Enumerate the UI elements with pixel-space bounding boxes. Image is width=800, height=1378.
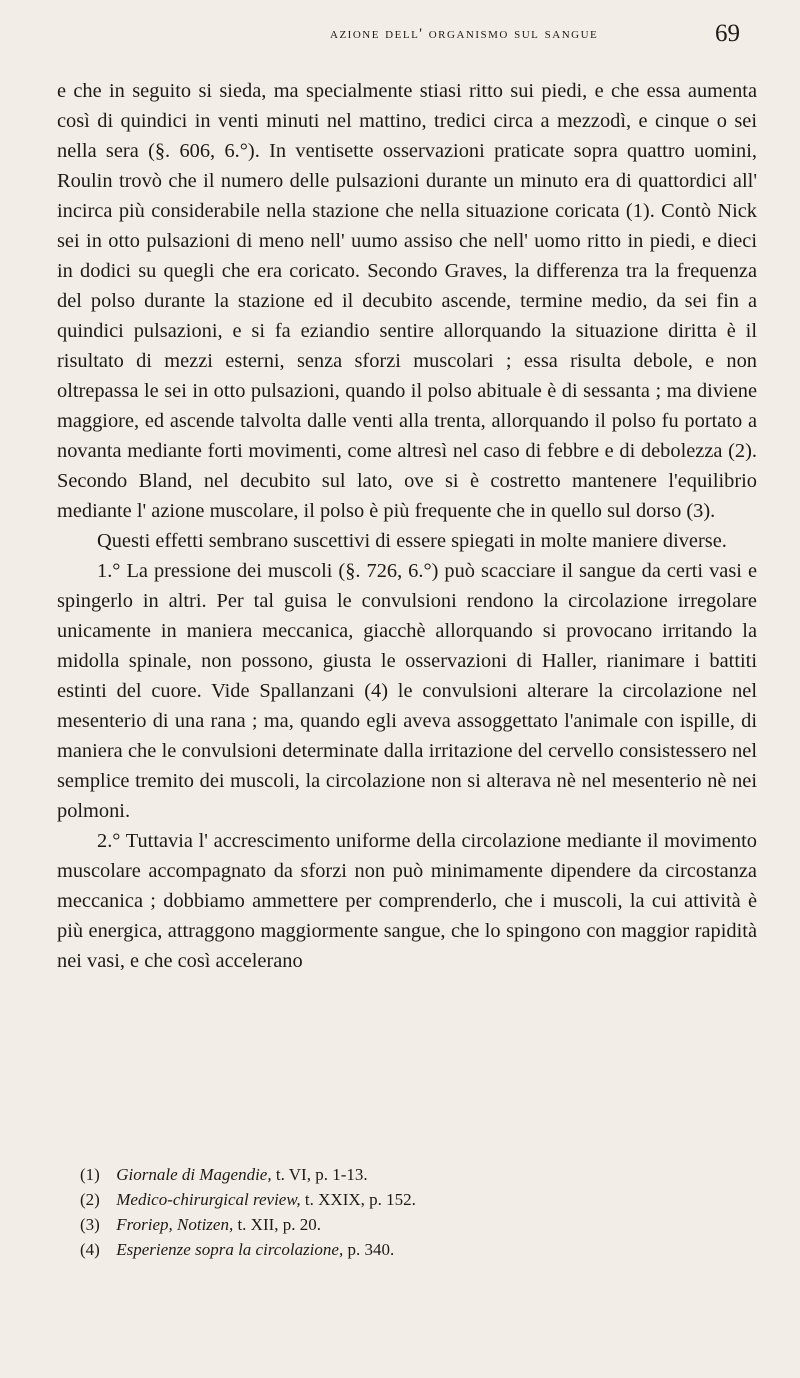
footnote-source: Giornale di Magendie,	[116, 1165, 272, 1184]
footnote-detail: t. XXIX, p. 152.	[304, 1190, 416, 1209]
footnote-detail: t. VI, p. 1-13.	[275, 1165, 368, 1184]
running-title: azione dell' organismo sul sangue	[330, 26, 599, 42]
body-text	[57, 76, 757, 976]
paragraph-effects: Questi effetti sembrano suscettivi di essere spiegati in molte maniere diverse.	[97, 530, 727, 552]
footnote-3	[80, 1212, 760, 1237]
footnote-4	[80, 1237, 760, 1262]
footnote-mark: (2)	[80, 1190, 100, 1209]
footnote-mark: (1)	[80, 1165, 100, 1184]
page-number: 69	[715, 20, 740, 47]
paragraph-continuation: e che in seguito si sieda, ma specialmente stiasi ritto sui piedi, e che essa aumenta così di quindici in venti minuti nel mattino, tredici circa a mezzodì, e cinque o sei nella sera (§. 606, 6.°). In ventisette osservazioni praticate sopra quattro uomini, Roulin trovò che il numero delle pulsazioni durante un minuto era di quattordici all' incirca più considerabile nella stazione che nella situazione coricata (1). Contò Nick sei in otto pulsazioni di meno nell' uumo assiso che nell' uomo ritto in piedi, e dieci in dodici su quegli che era coricato. Secondo Graves, la differenza tra la frequenza del polso durante la stazione ed il decubito ascende, termine medio, da sei fin a quindici pulsazioni, e si fa eziandio sentire allorquando la situazione diritta è il risultato di mezzi esterni, senza sforzi muscolari ; essa risulta debole, e non oltrepassa le sei in otto pulsazioni, quando il polso abituale è di sessanta ; ma diviene maggiore, ed ascende talvolta dalle venti alla trenta, allorquando il polso fu portato a novanta mediante forti movimenti, come altresì nel caso di febbre e di debolezza (2). Secondo Bland, nel decubito sul lato, ove si è costretto mantenere l'equilibrio mediante l' azione muscolare, il polso è più frequente che in quello sul dorso (3).	[57, 80, 757, 522]
footnote-mark: (4)	[80, 1240, 100, 1259]
running-head	[0, 20, 800, 66]
footnote-mark: (3)	[80, 1215, 100, 1234]
paragraph-point-one: 1.° La pressione dei muscoli (§. 726, 6.°) può scacciare il sangue da certi vasi e spingerlo in altri. Per tal guisa le convulsioni rendono la circolazione irregolare unicamente in maniera meccanica, giacchè allorquando si provocano irritando la midolla spinale, non possono, giusta le osservazioni di Haller, rianimare i battiti estinti del cuore. Vide Spallanzani (4) le convulsioni alterare la circolazione nel mesenterio di una rana ; ma, quando egli aveva assoggettato l'animale con ispille, di maniera che le convulsioni determinate dalla irritazione del cervello consistessero nel semplice tremito dei muscoli, la circolazione non si alterava nè nel mesenterio nè nei polmoni.	[57, 560, 757, 822]
footnotes	[80, 1162, 760, 1262]
footnote-detail: t. XII, p. 20.	[237, 1215, 322, 1234]
footnote-source: Froriep, Notizen,	[116, 1215, 234, 1234]
footnote-detail: p. 340.	[347, 1240, 395, 1259]
footnote-1	[80, 1162, 760, 1187]
footnote-source: Medico-chirurgical review,	[116, 1190, 301, 1209]
footnote-source: Esperienze sopra la circolazione,	[116, 1240, 344, 1259]
paragraph-point-two: 2.° Tuttavia l' accrescimento uniforme della circolazione mediante il movimento muscolare accompagnato da sforzi non può minimamente dipendere da circostanza meccanica ; dobbiamo ammettere per comprenderlo, che i muscoli, la cui attività è più energica, attraggono maggiormente sangue, che lo spingono con maggior rapidità nei vasi, e che così accelerano	[57, 830, 757, 972]
footnote-2	[80, 1187, 760, 1212]
